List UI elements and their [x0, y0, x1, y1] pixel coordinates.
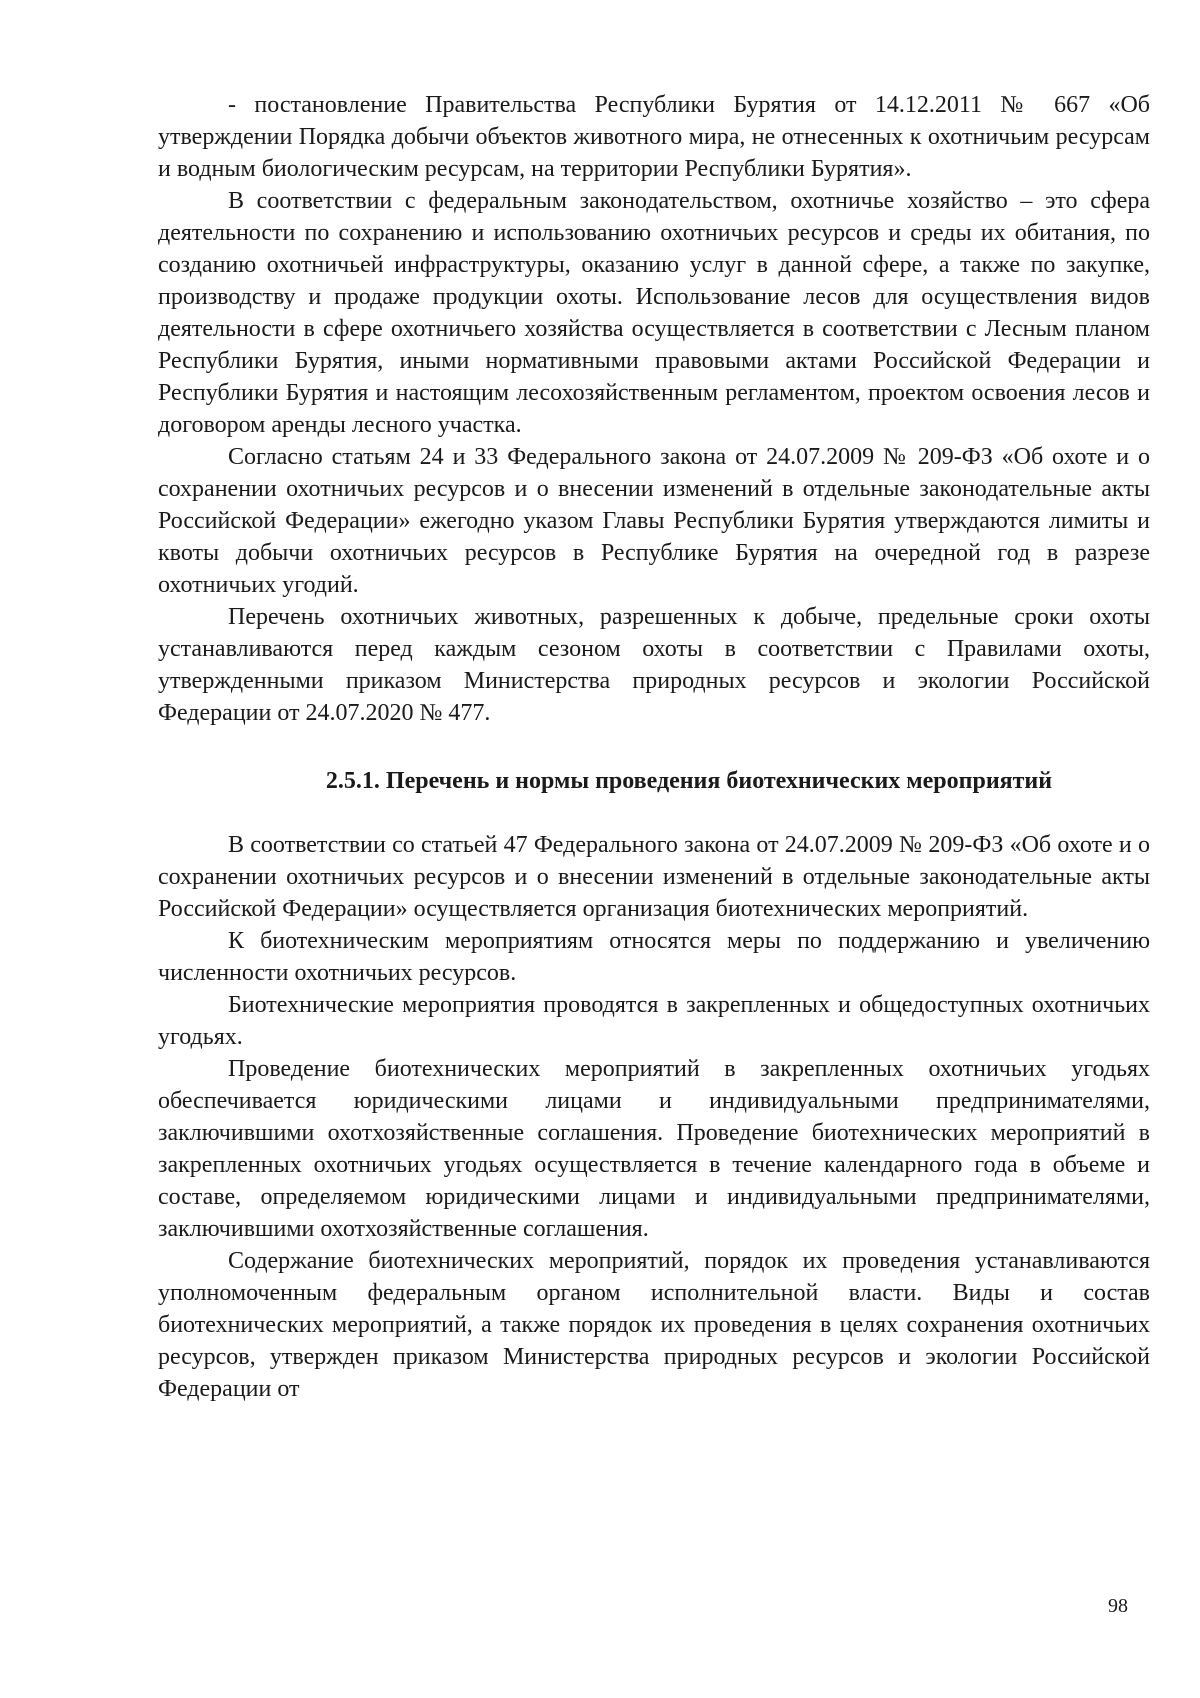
- paragraph: К биотехническим мероприятиям относятся меры по поддержанию и увеличению численности охотничьих ресурсов.: [158, 928, 1150, 986]
- paragraph: В соответствии с федеральным законодательством, охотничье хозяйство – это сфера деятельности по сохранению и использованию охотничьих ресурсов и среды их обитания, по созданию охотничьей инфраструктуры, оказанию услуг в данной сфере, а также по закупке, производству и продаже продукции охоты. Использование лесов для осуществления видов деятельности в сфере охотничьего хозяйства осуществляется в соответствии с Лесным планом Республики Бурятия, иными нормативными правовыми актами Российской Федерации и Республики Бурятия и настоящим лесохозяйственным регламентом, проектом освоения лесов и договором аренды лесного участка.: [158, 188, 1150, 438]
- document-body: [158, 89, 1150, 1405]
- paragraph: Проведение биотехнических мероприятий в закрепленных охотничьих угодьях обеспечивается юридическими лицами и индивидуальными предпринимателями, заключившими охотхозяйственные соглашения. Проведение биотехнических мероприятий в закрепленных охотничьих угодьях осуществляется в течение календарного года в объеме и составе, определяемом юридическими лицами и индивидуальными предпринимателями, заключившими охотхозяйственные соглашения.: [158, 1056, 1150, 1242]
- paragraph: Согласно статьям 24 и 33 Федерального закона от 24.07.2009 № 209-ФЗ «Об охоте и о сохранении охотничьих ресурсов и о внесении изменений в отдельные законодательные акты Российской Федерации» ежегодно указом Главы Республики Бурятия утверждаются лимиты и квоты добычи охотничьих ресурсов в Республике Бурятия на очередной год в разрезе охотничьих угодий.: [158, 444, 1150, 598]
- paragraph: В соответствии со статьей 47 Федерального закона от 24.07.2009 № 209-ФЗ «Об охоте и о сохранении охотничьих ресурсов и о внесении изменений в отдельные законодательные акты Российской Федерации» осуществляется организация биотехнических мероприятий.: [158, 832, 1150, 922]
- paragraph: Перечень охотничьих животных, разрешенных к добыче, предельные сроки охоты устанавливаются перед каждым сезоном охоты в соответствии с Правилами охоты, утвержденными приказом Министерства природных ресурсов и экологии Российской Федерации от 24.07.2020 № 477.: [158, 604, 1150, 726]
- paragraph: Биотехнические мероприятия проводятся в закрепленных и общедоступных охотничьих угодьях.: [158, 992, 1150, 1050]
- paragraph: - постановление Правительства Республики Бурятия от 14.12.2011 № 667 «Об утверждении Порядка добычи объектов животного мира, не отнесенных к охотничьим ресурсам и водным биологическим ресурсам, на территории Республики Бурятия».: [158, 92, 1150, 182]
- page-number: 98: [1108, 1595, 1128, 1617]
- section-heading: 2.5.1. Перечень и нормы проведения биотехнических мероприятий: [325, 768, 1053, 794]
- paragraph: Содержание биотехнических мероприятий, порядок их проведения устанавливаются уполномоченным федеральным органом исполнительной власти. Виды и состав биотехнических мероприятий, а также порядок их проведения в целях сохранения охотничьих ресурсов, утвержден приказом Министерства природных ресурсов и экологии Российской Федерации от: [158, 1248, 1150, 1402]
